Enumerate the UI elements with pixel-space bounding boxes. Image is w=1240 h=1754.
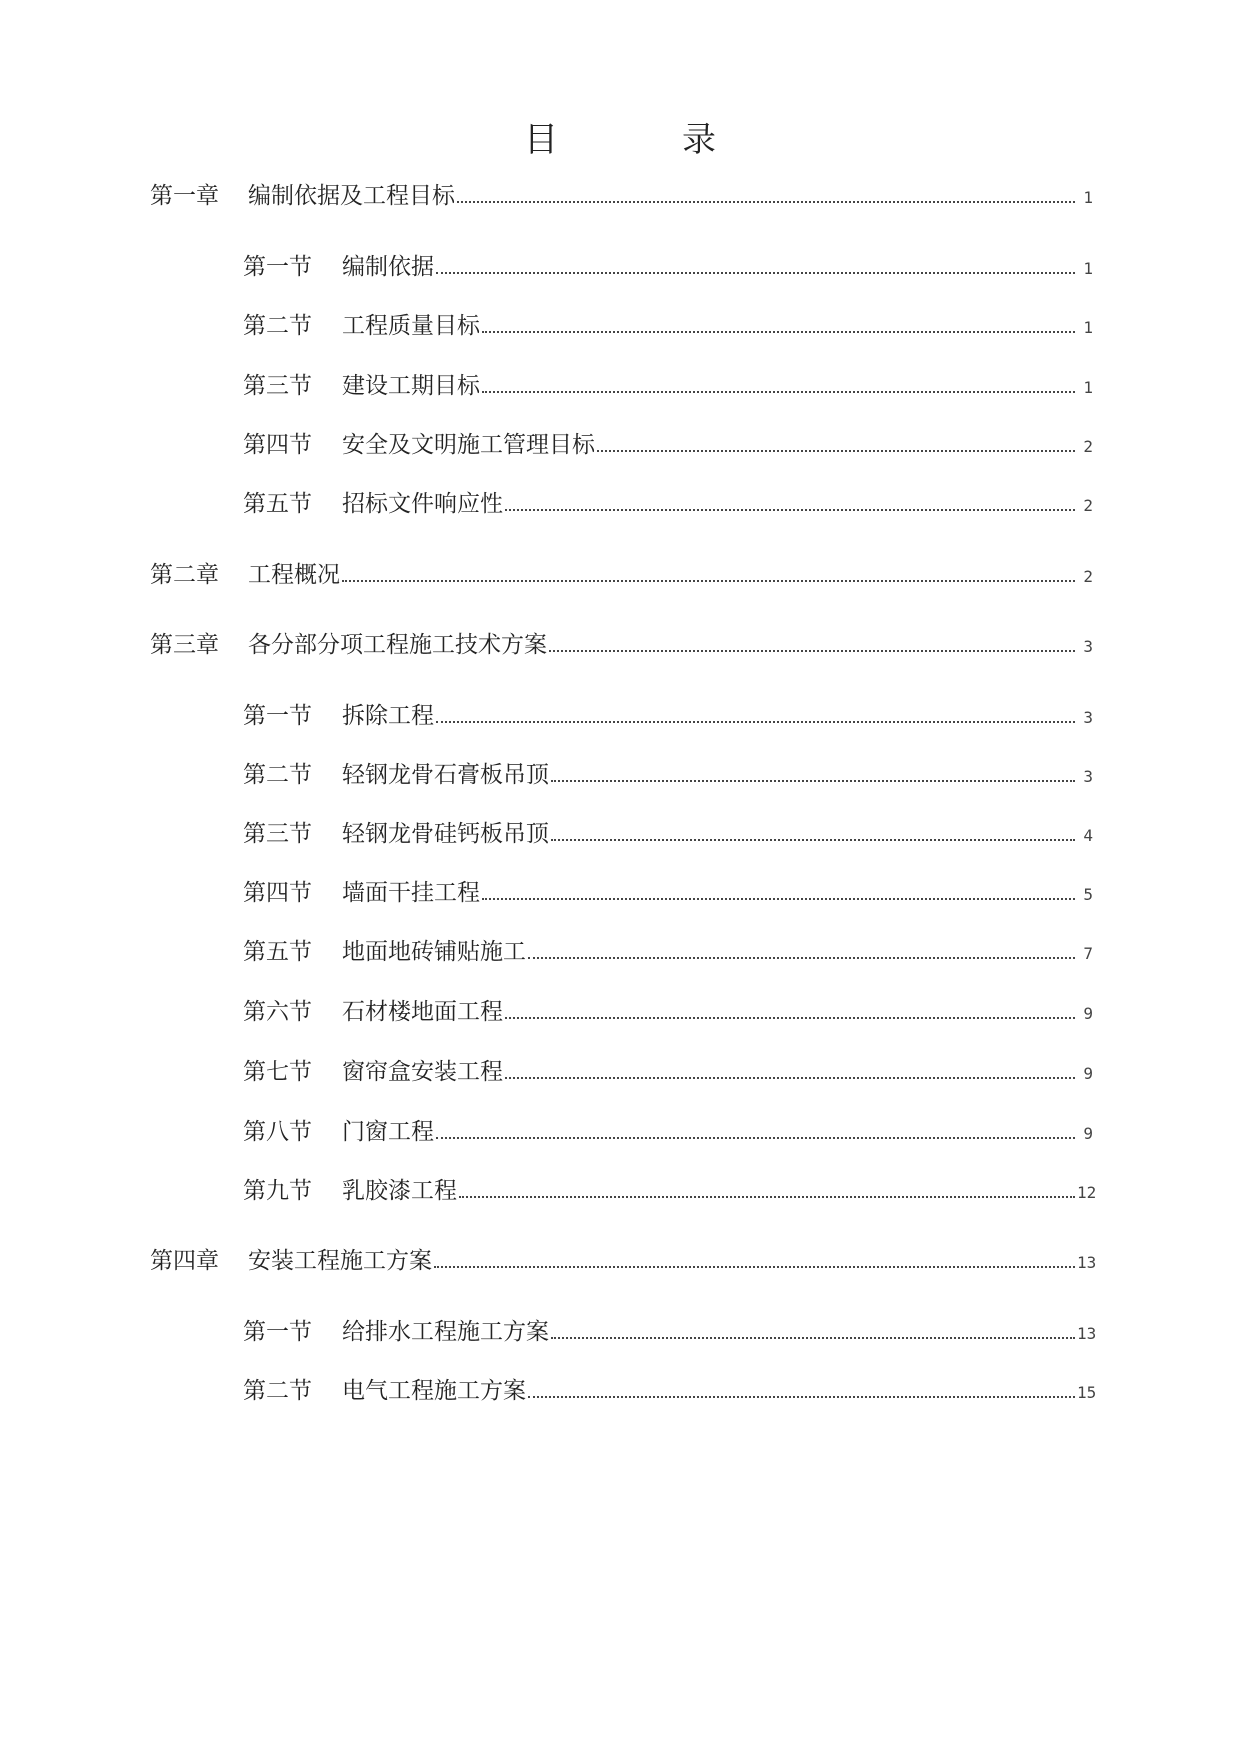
toc-dot-leader — [342, 579, 1075, 582]
toc-section-entry[interactable] — [0, 873, 1240, 907]
toc-section-entry[interactable] — [0, 992, 1240, 1026]
toc-section-entry[interactable] — [0, 484, 1240, 518]
toc-entry-number: 第七节 — [243, 1059, 312, 1085]
toc-dot-leader — [505, 1076, 1075, 1079]
toc-entry-number: 第四节 — [243, 880, 312, 906]
toc-page-number: 1 — [1083, 259, 1093, 278]
toc-section-entry[interactable] — [0, 932, 1240, 966]
toc-entry-title: 安装工程施工方案 — [248, 1248, 432, 1274]
toc-entry-number: 第八节 — [243, 1119, 312, 1145]
toc-dot-leader — [528, 956, 1075, 959]
toc-section-entry[interactable] — [0, 1312, 1240, 1346]
toc-page-number: 2 — [1083, 567, 1093, 586]
toc-entry-title: 轻钢龙骨石膏板吊顶 — [342, 762, 549, 788]
toc-entry-number: 第九节 — [243, 1178, 312, 1204]
toc-page-number: 7 — [1083, 944, 1093, 963]
toc-entry-title: 轻钢龙骨硅钙板吊顶 — [342, 821, 549, 847]
toc-entry-title: 拆除工程 — [342, 703, 434, 729]
toc-entry-number: 第三节 — [243, 373, 312, 399]
toc-page-number: 3 — [1083, 708, 1093, 727]
toc-entry-title: 地面地砖铺贴施工 — [342, 939, 526, 965]
toc-entry-title: 墙面干挂工程 — [342, 880, 480, 906]
toc-dot-leader — [482, 897, 1075, 900]
toc-entry-title: 乳胶漆工程 — [342, 1178, 457, 1204]
toc-section-entry[interactable] — [0, 1371, 1240, 1405]
toc-entry-number: 第二节 — [243, 762, 312, 788]
toc-section-entry[interactable] — [0, 1052, 1240, 1086]
toc-entry-number: 第二节 — [243, 1378, 312, 1404]
toc-section-entry[interactable] — [0, 306, 1240, 340]
toc-dot-leader — [505, 1016, 1075, 1019]
toc-entry-number: 第一节 — [243, 1319, 312, 1345]
toc-chapter-entry[interactable] — [0, 1241, 1240, 1275]
toc-page-number: 5 — [1083, 885, 1093, 904]
toc-page-number: 2 — [1083, 496, 1093, 515]
toc-section-entry[interactable] — [0, 1171, 1240, 1205]
toc-page-number: 1 — [1083, 318, 1093, 337]
toc-dot-leader — [551, 838, 1075, 841]
title-char-left: 目 — [524, 120, 558, 160]
toc-entry-title: 编制依据 — [342, 254, 434, 280]
toc-entry-title: 安全及文明施工管理目标 — [342, 432, 595, 458]
toc-page-number: 9 — [1083, 1124, 1093, 1143]
toc-entry-title: 编制依据及工程目标 — [248, 183, 455, 209]
toc-section-entry[interactable] — [0, 1112, 1240, 1146]
toc-section-entry[interactable] — [0, 247, 1240, 281]
toc-dot-leader — [434, 1265, 1075, 1268]
title-char-right: 录 — [682, 120, 716, 160]
toc-entry-number: 第一节 — [243, 254, 312, 280]
toc-page-number: 2 — [1083, 437, 1093, 456]
toc-section-entry[interactable] — [0, 425, 1240, 459]
toc-entry-number: 第四节 — [243, 432, 312, 458]
toc-page-number: 3 — [1083, 767, 1093, 786]
toc-page-number: 1 — [1083, 378, 1093, 397]
toc-dot-leader — [459, 1195, 1075, 1198]
toc-section-entry[interactable] — [0, 696, 1240, 730]
toc-section-entry[interactable] — [0, 814, 1240, 848]
toc-page-number: 15 — [1077, 1383, 1097, 1402]
toc-entry-title: 窗帘盒安装工程 — [342, 1059, 503, 1085]
toc-entry-title: 石材楼地面工程 — [342, 999, 503, 1025]
toc-page-number: 12 — [1077, 1183, 1097, 1202]
toc-page-number: 13 — [1077, 1253, 1097, 1272]
toc-entry-number: 第一节 — [243, 703, 312, 729]
toc-entry-title: 建设工期目标 — [342, 373, 480, 399]
toc-dot-leader — [549, 649, 1075, 652]
toc-entry-number: 第二节 — [243, 313, 312, 339]
toc-entry-number: 第一章 — [150, 183, 219, 209]
toc-entry-title: 招标文件响应性 — [342, 491, 503, 517]
toc-entry-title: 门窗工程 — [342, 1119, 434, 1145]
toc-entry-title: 给排水工程施工方案 — [342, 1319, 549, 1345]
toc-dot-leader — [436, 1136, 1075, 1139]
toc-entry-number: 第四章 — [150, 1248, 219, 1274]
toc-dot-leader — [551, 779, 1075, 782]
toc-entry-number: 第五节 — [243, 939, 312, 965]
toc-dot-leader — [457, 200, 1075, 203]
toc-page-number: 9 — [1083, 1064, 1093, 1083]
toc-section-entry[interactable] — [0, 366, 1240, 400]
toc-page-number: 3 — [1083, 637, 1093, 656]
toc-entry-number: 第二章 — [150, 562, 219, 588]
toc-section-entry[interactable] — [0, 755, 1240, 789]
toc-dot-leader — [482, 330, 1075, 333]
toc-entry-number: 第五节 — [243, 491, 312, 517]
toc-entry-title: 工程概况 — [248, 562, 340, 588]
toc-entry-title: 各分部分项工程施工技术方案 — [248, 632, 547, 658]
toc-entry-title: 电气工程施工方案 — [342, 1378, 526, 1404]
toc-chapter-entry[interactable] — [0, 625, 1240, 659]
toc-page-number: 1 — [1083, 188, 1093, 207]
toc-entry-number: 第三章 — [150, 632, 219, 658]
toc-dot-leader — [505, 508, 1075, 511]
toc-dot-leader — [436, 720, 1075, 723]
toc-dot-leader — [551, 1336, 1075, 1339]
toc-dot-leader — [436, 271, 1075, 274]
toc-dot-leader — [597, 449, 1075, 452]
toc-page-number: 9 — [1083, 1004, 1093, 1023]
toc-entry-number: 第三节 — [243, 821, 312, 847]
toc-entry-title: 工程质量目标 — [342, 313, 480, 339]
toc-page-number: 13 — [1077, 1324, 1097, 1343]
toc-page-number: 4 — [1083, 826, 1093, 845]
toc-dot-leader — [528, 1395, 1075, 1398]
toc-entry-number: 第六节 — [243, 999, 312, 1025]
toc-chapter-entry[interactable] — [0, 555, 1240, 589]
toc-dot-leader — [482, 390, 1075, 393]
toc-chapter-entry[interactable] — [0, 176, 1240, 210]
